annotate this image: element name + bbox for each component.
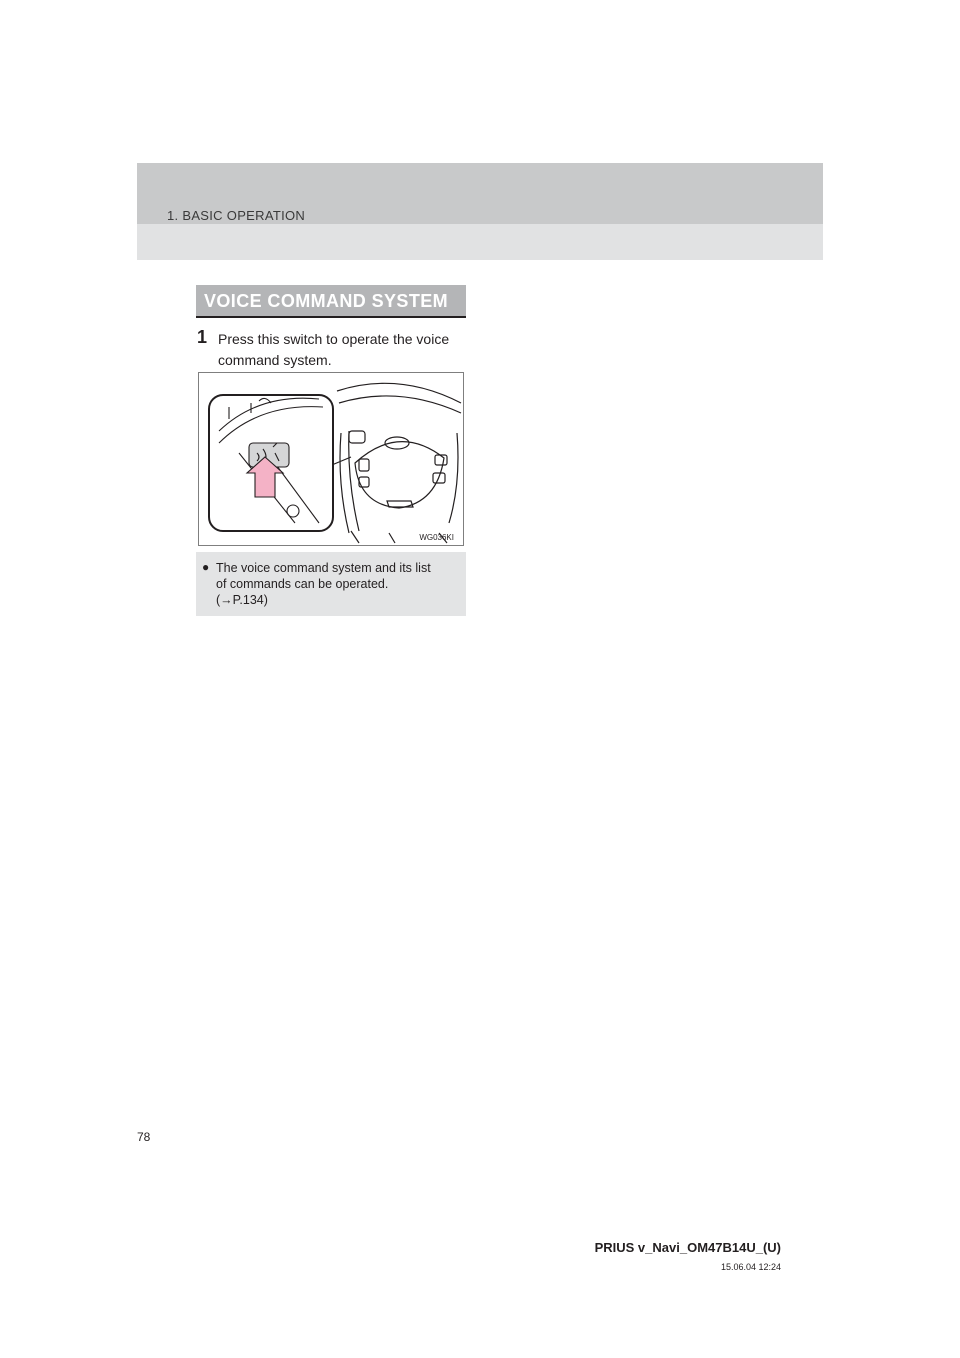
figure-code: WG036KI [419,533,454,542]
step-text-line-2: command system. [218,352,332,368]
note-line-2: of commands can be operated. [216,577,389,591]
document-id: PRIUS v_Navi_OM47B14U_(U) [594,1240,781,1255]
step-text-line-1: Press this switch to operate the voice [218,331,450,347]
page-number: 78 [137,1130,151,1144]
document-date: 15.06.04 12:24 [720,1262,781,1272]
page-reference: (→P.134) [216,593,268,607]
heading-bar [196,285,466,318]
note-line-1: The voice command system and its list [216,561,431,575]
note-box [196,552,466,616]
step-number: 1 [197,327,208,347]
section-title: 1. BASIC OPERATION [167,208,306,223]
steering-wheel-illustration [198,372,464,546]
note-text [216,560,459,608]
step-text [218,329,466,371]
bullet-icon: ● [202,560,210,574]
header-band-lower [137,224,823,260]
illustration-drawing [199,373,463,545]
header-band [137,163,823,224]
heading-title: VOICE COMMAND SYSTEM [204,291,449,311]
